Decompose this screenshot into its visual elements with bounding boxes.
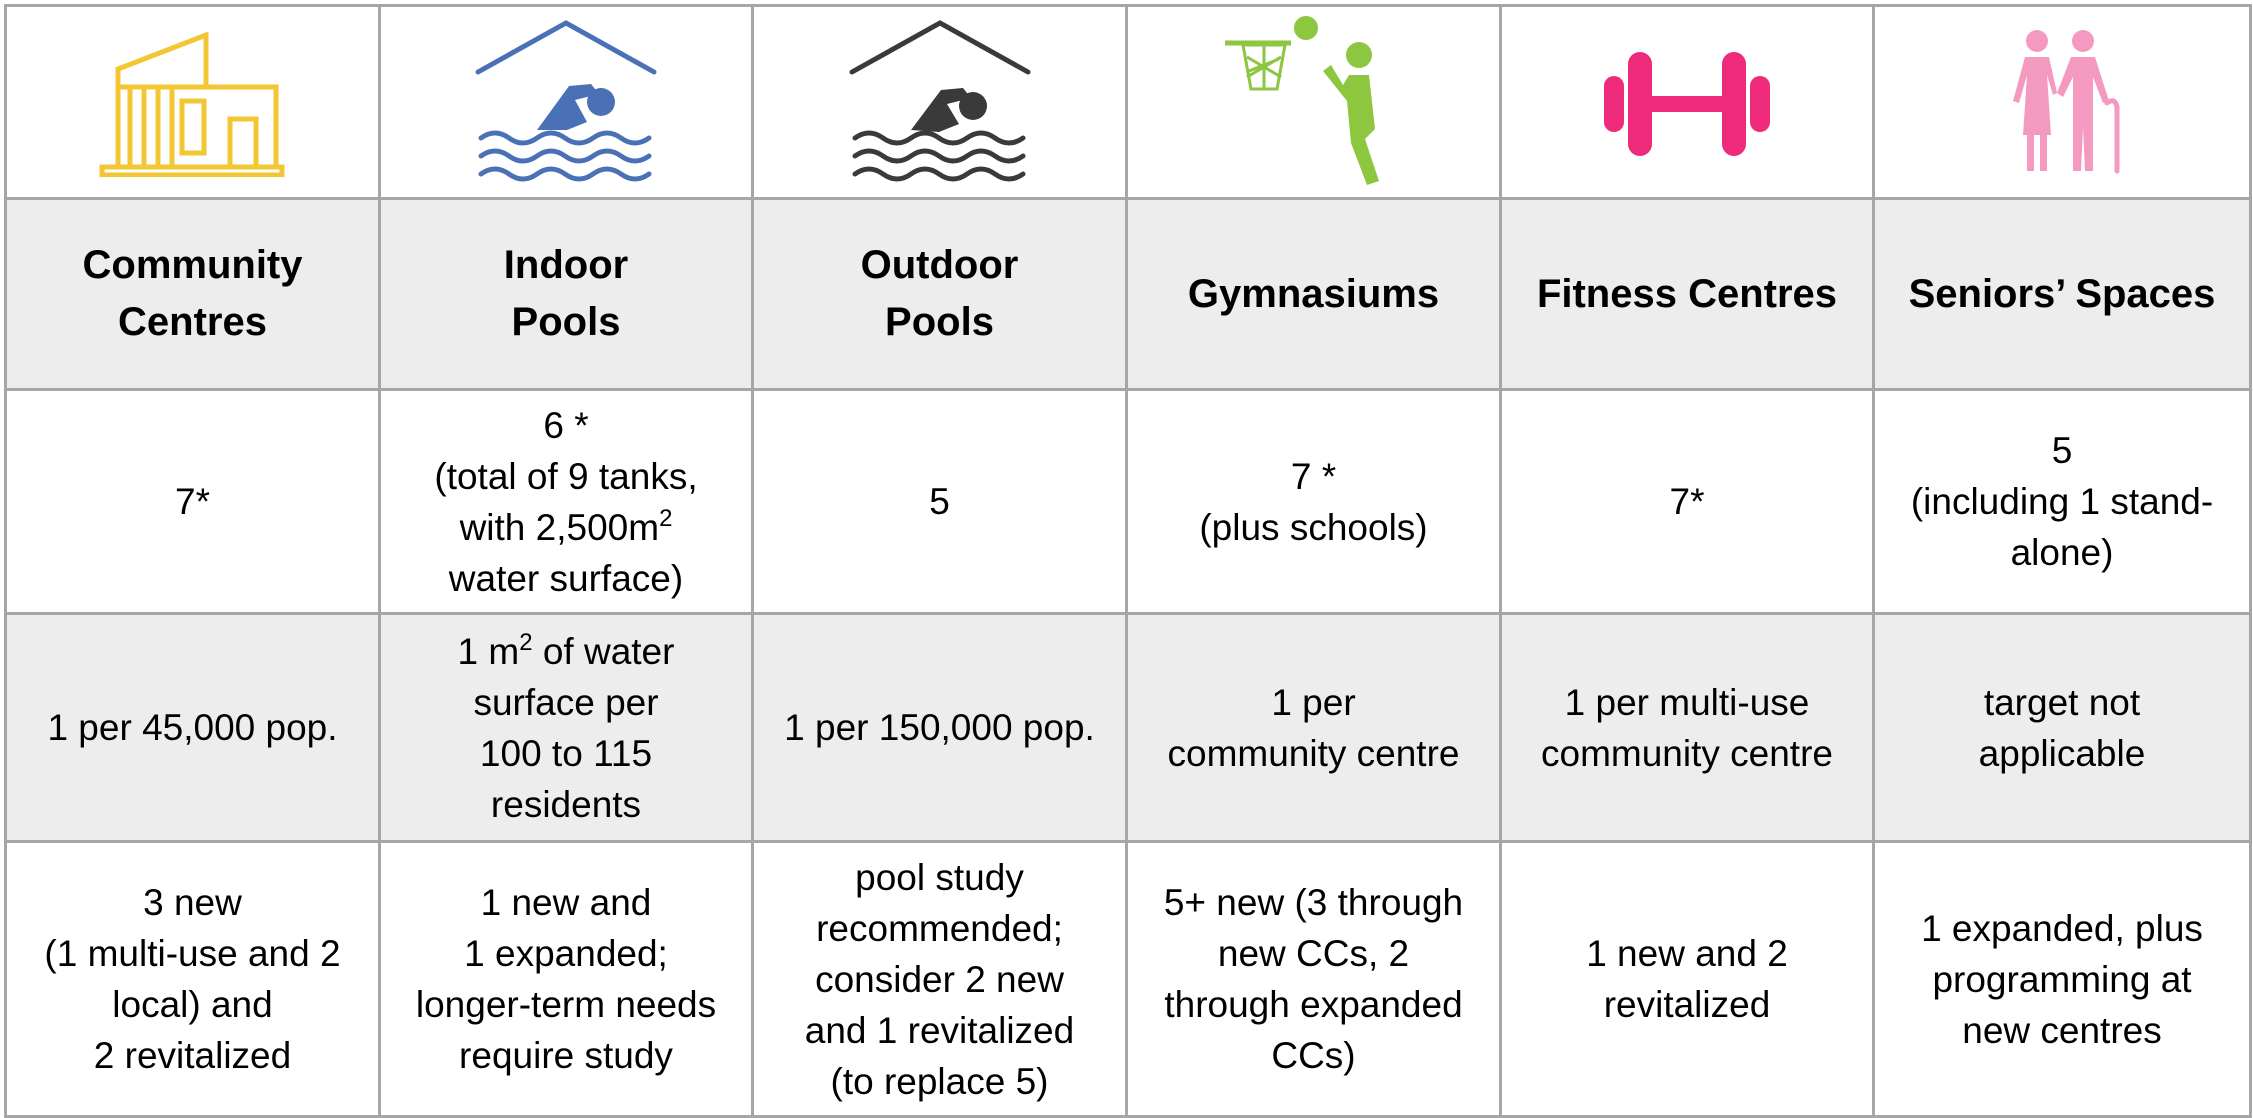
icon-cell-outdoor-pools (753, 6, 1127, 199)
count-gymnasiums: 7 * (plus schools) (1127, 390, 1501, 614)
community-centre-icon (98, 27, 288, 177)
heading-row (6, 199, 2251, 390)
target-seniors-spaces: target not applicable (1874, 614, 2251, 842)
target-community-centres: 1 per 45,000 pop. (6, 614, 380, 842)
count-seniors-spaces: 5 (including 1 stand- alone) (1874, 390, 2251, 614)
count-indoor-pools: 6 * (total of 9 tanks, with $2,500m^2$ water surface) (380, 390, 753, 614)
plan-seniors-spaces: 1 expanded, plus programming at new centres (1874, 842, 2251, 1117)
basketball-player-icon (1219, 15, 1409, 190)
heading-gymnasiums: Gymnasiums (1127, 199, 1501, 390)
plan-row (6, 842, 2251, 1117)
indoor-pool-icon (471, 20, 661, 185)
dumbbell-icon (1592, 32, 1782, 172)
icon-cell-fitness-centres (1501, 6, 1874, 199)
icon-cell-community-centres (6, 6, 380, 199)
count-outdoor-pools: 5 (753, 390, 1127, 614)
plan-indoor-pools: 1 new and 1 expanded; longer-term needs require study (380, 842, 753, 1117)
heading-outdoor-pools: Outdoor Pools (753, 199, 1127, 390)
icon-cell-seniors-spaces (1874, 6, 2251, 199)
facilities-table (4, 4, 2252, 1118)
target-gymnasiums: 1 per community centre (1127, 614, 1501, 842)
heading-seniors-spaces: Seniors’ Spaces (1874, 199, 2251, 390)
icon-cell-indoor-pools (380, 6, 753, 199)
outdoor-pool-icon (845, 20, 1035, 185)
plan-gymnasiums: 5+ new (3 through new CCs, 2 through expanded CCs) (1127, 842, 1501, 1117)
heading-fitness-centres: Fitness Centres (1501, 199, 1874, 390)
icon-row (6, 6, 2251, 199)
target-fitness-centres: 1 per multi-use community centre (1501, 614, 1874, 842)
target-outdoor-pools: 1 per 150,000 pop. (753, 614, 1127, 842)
icon-cell-gymnasiums (1127, 6, 1501, 199)
plan-community-centres: 3 new (1 multi-use and 2 local) and 2 revitalized (6, 842, 380, 1117)
seniors-couple-icon (1967, 27, 2157, 177)
plan-outdoor-pools: pool study recommended; consider 2 new and 1 revitalized (to replace 5) (753, 842, 1127, 1117)
target-row (6, 614, 2251, 842)
count-community-centres: 7* (6, 390, 380, 614)
heading-indoor-pools: Indoor Pools (380, 199, 753, 390)
count-row (6, 390, 2251, 614)
plan-fitness-centres: 1 new and 2 revitalized (1501, 842, 1874, 1117)
count-fitness-centres: 7* (1501, 390, 1874, 614)
target-indoor-pools: 1 $m^2$ of water surface per 100 to 115 residents (380, 614, 753, 842)
heading-community-centres: Community Centres (6, 199, 380, 390)
